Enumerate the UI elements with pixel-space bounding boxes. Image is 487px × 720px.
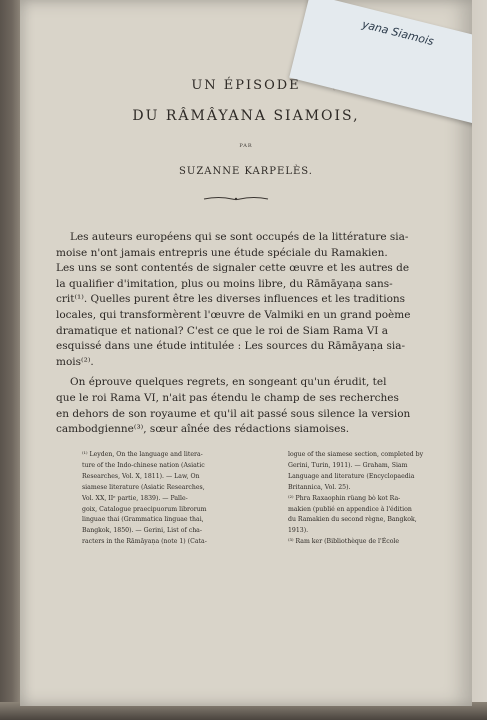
- footnotes-left-column: [82, 450, 278, 548]
- footnote-line: siamese literature (Asiatic Researches,: [82, 483, 205, 491]
- body-line: que le roi Rama VI, n'ait pas étendu le champ de ses recherches: [56, 391, 399, 404]
- body-line: cambodgienne⁽³⁾, sœur aînée des rédactions siamoises.: [56, 423, 350, 436]
- body-line: Les auteurs européens qui se sont occupés de la littérature sia-: [70, 231, 409, 243]
- body-line: Les uns se sont contentés de signaler cette œuvre et les autres de: [56, 262, 410, 275]
- footnote-line: Bangkok, 1850). — Gerini, List of cha-: [82, 527, 202, 535]
- body-line: la qualifier d'imitation, plus ou moins libre, du Rāmāyaṇa sans-: [56, 277, 393, 290]
- footnote-line: du Ramakien du second règne, Bangkok,: [288, 516, 417, 524]
- body-line: esquissé dans une étude intitulée : Les sources du Rāmāyaṇa sia-: [56, 340, 406, 353]
- footnote-line: ture of the Indo-chinese nation (Asiatic: [82, 461, 205, 469]
- footnote-line: Language and literature (Encyclopaedia: [288, 472, 415, 480]
- body-text: [56, 230, 454, 438]
- slip-handwriting: yana Siamois: [360, 17, 436, 49]
- footnotes-right-column: [288, 450, 472, 548]
- footnote-line: logue of the siamese section, completed by: [288, 451, 424, 458]
- body-line: mois⁽²⁾.: [56, 355, 94, 368]
- body-line: locales, qui transformèrent l'œuvre de Valmiki en un grand poème: [56, 308, 411, 321]
- body-line: On éprouve quelques regrets, en songeant qu'un érudit, tel: [70, 376, 387, 389]
- book-page: [20, 0, 472, 706]
- footnote-line: Gerini, Turin, 1911). — Graham, Siam: [288, 461, 408, 469]
- footnote-line: linguae thai (Grammatica linguae thai,: [82, 516, 204, 524]
- ornament-divider-icon: [202, 196, 270, 202]
- footnote-line: ⁽³⁾ Ram ker (Bibliothèque de l'École: [288, 538, 400, 546]
- title-line-1: UN ÉPISODE: [191, 78, 301, 93]
- by-label: PAR: [239, 143, 253, 149]
- author-name: SUZANNE KARPELÈS.: [179, 166, 313, 177]
- footnote-line: ⁽²⁾ Phra Raxaophin rüang bò kot Ra-: [288, 494, 401, 502]
- footnote-line: 1913).: [288, 527, 309, 535]
- footnote-line: Vol. XX, IIᵉ partie, 1839). — Palle-: [82, 494, 188, 502]
- title-line-2: DU RÂMÂYANA SIAMOIS,: [132, 108, 360, 124]
- body-line: dramatique et national? C'est ce que le roi de Siam Rama VI a: [56, 324, 389, 337]
- body-line: moise n'ont jamais entrepris une étude spéciale du Ramakien.: [56, 246, 388, 259]
- footnote-line: racters in the Rāmāyaṇa (note 1) (Cata-: [82, 538, 207, 546]
- footnote-line: Britannica, Vol. 25).: [288, 483, 351, 491]
- footnote-line: makien (publié en appendice à l'édition: [288, 505, 412, 513]
- footnote-line: Researches, Vol. X, 1811). — Law, On: [82, 472, 200, 480]
- body-line: crit⁽¹⁾. Quelles purent être les diverses influences et les traditions: [56, 293, 406, 306]
- footnote-line: goix, Catalogue praecipuorum librorum: [82, 505, 207, 513]
- footnote-line: ⁽¹⁾ Leyden, On the language and litera-: [82, 451, 203, 458]
- body-line: en dehors de son royaume et qu'il ait passé sous silence la version: [56, 407, 411, 420]
- book-binding-left: [0, 0, 20, 720]
